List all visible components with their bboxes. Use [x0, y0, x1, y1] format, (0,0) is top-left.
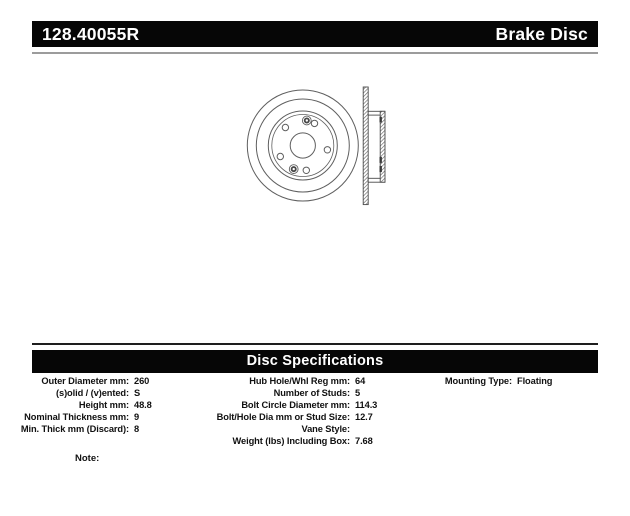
spec-column-middle	[200, 375, 377, 447]
spec-row	[10, 399, 152, 411]
spec-row	[200, 423, 377, 435]
spec-value: S	[134, 388, 141, 398]
spec-section-bar	[32, 350, 598, 373]
spec-label: Mounting Type:	[444, 376, 512, 386]
spec-label: (s)olid / (v)ented:	[56, 388, 129, 398]
spec-value: 114.3	[355, 400, 378, 410]
lug-holes	[277, 120, 331, 173]
spec-column-left	[10, 375, 152, 435]
spec-section-divider	[32, 343, 598, 345]
spec-row	[200, 387, 377, 399]
spec-row	[10, 387, 152, 399]
spec-value: 7.68	[355, 436, 373, 446]
spec-value: Floating	[517, 376, 553, 386]
spec-value: 64	[355, 376, 366, 386]
spec-value: 5	[355, 388, 361, 398]
disc-front-view	[247, 90, 358, 201]
spec-label: Vane Style:	[301, 424, 350, 434]
spec-label: Number of Studs:	[273, 388, 350, 398]
spec-row	[200, 411, 377, 423]
spec-label: Height mm:	[78, 400, 129, 410]
spec-row	[200, 375, 377, 387]
spec-label: Bolt Circle Diameter mm:	[241, 400, 350, 410]
spec-row	[10, 411, 152, 423]
spec-section-title: Disc Specifications	[246, 353, 384, 369]
spec-label: Min. Thick mm (Discard):	[20, 424, 129, 434]
disc-side-view	[363, 87, 385, 205]
spec-row	[200, 399, 377, 411]
retaining-screw-holes	[289, 116, 311, 173]
spec-row	[392, 375, 552, 387]
spec-column-right	[392, 375, 552, 387]
spec-label: Weight (lbs) Including Box:	[232, 436, 350, 446]
spec-label: Outer Diameter mm:	[41, 376, 129, 386]
spec-label: Hub Hole/Whl Reg mm:	[249, 376, 350, 386]
spec-value: 12.7	[355, 412, 373, 422]
spec-value: 48.8	[134, 400, 152, 410]
spec-label: Nominal Thickness mm:	[24, 412, 129, 422]
spec-value: 260	[134, 376, 150, 386]
note-label: Note:	[75, 453, 100, 464]
part-number: 128.40055R	[42, 23, 140, 44]
spec-row	[10, 375, 152, 387]
spec-row	[200, 435, 377, 447]
spec-row	[10, 423, 152, 435]
spec-value: 8	[134, 424, 140, 434]
spec-value: 9	[134, 412, 140, 422]
product-title: Brake Disc	[495, 23, 588, 44]
spec-label: Bolt/Hole Dia mm or Stud Size:	[216, 412, 350, 422]
